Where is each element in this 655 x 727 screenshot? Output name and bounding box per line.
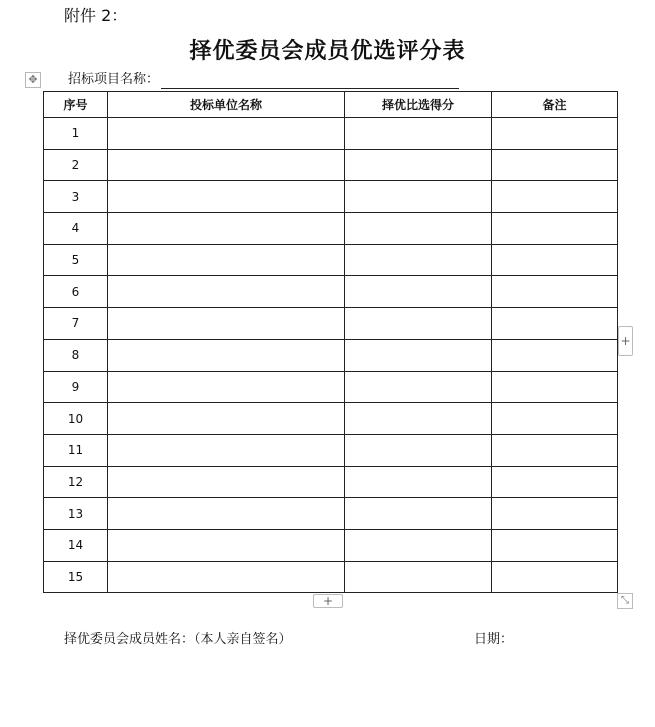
remark-cell[interactable] — [492, 308, 618, 340]
bidder-name-cell[interactable] — [108, 213, 345, 245]
bidder-name-cell[interactable] — [108, 498, 345, 530]
remark-cell[interactable] — [492, 181, 618, 213]
bidder-name-cell[interactable] — [108, 339, 345, 371]
table-row — [44, 244, 618, 276]
bidder-name-cell[interactable] — [108, 244, 345, 276]
table-row — [44, 561, 618, 593]
score-cell[interactable] — [345, 561, 492, 593]
table-row — [44, 181, 618, 213]
row-number-cell: 11 — [44, 434, 108, 466]
remark-cell[interactable] — [492, 434, 618, 466]
score-cell[interactable] — [345, 244, 492, 276]
table-row — [44, 308, 618, 340]
row-number-cell: 2 — [44, 149, 108, 181]
table-row — [44, 466, 618, 498]
remark-cell[interactable] — [492, 403, 618, 435]
score-cell[interactable] — [345, 308, 492, 340]
header-remark: 备注 — [492, 92, 618, 118]
score-cell[interactable] — [345, 498, 492, 530]
table-row — [44, 403, 618, 435]
row-number-cell: 1 — [44, 118, 108, 150]
project-name-label: 招标项目名称： — [68, 72, 160, 87]
row-number-cell: 15 — [44, 561, 108, 593]
project-name-row — [68, 71, 459, 89]
score-cell[interactable] — [345, 276, 492, 308]
score-cell[interactable] — [345, 403, 492, 435]
table-move-handle-icon[interactable]: ✥ — [25, 72, 41, 88]
bidder-name-cell[interactable] — [108, 371, 345, 403]
row-number-cell: 12 — [44, 466, 108, 498]
bidder-name-cell[interactable] — [108, 276, 345, 308]
row-number-cell: 6 — [44, 276, 108, 308]
remark-cell[interactable] — [492, 529, 618, 561]
score-cell[interactable] — [345, 434, 492, 466]
score-cell[interactable] — [345, 529, 492, 561]
bidder-name-cell[interactable] — [108, 434, 345, 466]
bidder-name-cell[interactable] — [108, 181, 345, 213]
row-number-cell: 5 — [44, 244, 108, 276]
bidder-name-cell[interactable] — [108, 149, 345, 181]
score-table — [43, 91, 618, 593]
table-row — [44, 213, 618, 245]
table-row — [44, 149, 618, 181]
row-number-cell: 4 — [44, 213, 108, 245]
remark-cell[interactable] — [492, 213, 618, 245]
score-cell[interactable] — [345, 149, 492, 181]
remark-cell[interactable] — [492, 276, 618, 308]
bidder-name-cell[interactable] — [108, 529, 345, 561]
date-label: 日期： — [474, 632, 514, 647]
remark-cell[interactable] — [492, 244, 618, 276]
remark-cell[interactable] — [492, 561, 618, 593]
remark-cell[interactable] — [492, 118, 618, 150]
bidder-name-cell[interactable] — [108, 466, 345, 498]
remark-cell[interactable] — [492, 371, 618, 403]
bidder-name-cell[interactable] — [108, 308, 345, 340]
table-row — [44, 371, 618, 403]
score-cell[interactable] — [345, 466, 492, 498]
table-header-row — [44, 92, 618, 118]
bidder-name-cell[interactable] — [108, 403, 345, 435]
row-number-cell: 9 — [44, 371, 108, 403]
table-row — [44, 434, 618, 466]
add-row-plus-icon[interactable]: + — [313, 594, 343, 608]
header-bidder-name: 投标单位名称 — [108, 92, 345, 118]
table-row — [44, 118, 618, 150]
remark-cell[interactable] — [492, 339, 618, 371]
table-row — [44, 498, 618, 530]
bidder-name-cell[interactable] — [108, 118, 345, 150]
header-score: 择优比选得分 — [345, 92, 492, 118]
remark-cell[interactable] — [492, 466, 618, 498]
row-number-cell: 8 — [44, 339, 108, 371]
table-row — [44, 529, 618, 561]
header-number: 序号 — [44, 92, 108, 118]
score-cell[interactable] — [345, 118, 492, 150]
attachment-label: 附件 2： — [64, 6, 128, 25]
score-cell[interactable] — [345, 371, 492, 403]
row-number-cell: 7 — [44, 308, 108, 340]
table-row — [44, 276, 618, 308]
row-number-cell: 10 — [44, 403, 108, 435]
remark-cell[interactable] — [492, 149, 618, 181]
remark-cell[interactable] — [492, 498, 618, 530]
project-name-field[interactable] — [161, 74, 459, 89]
score-cell[interactable] — [345, 181, 492, 213]
row-number-cell: 3 — [44, 181, 108, 213]
page-title: 择优委员会成员优选评分表 — [189, 39, 466, 64]
table-resize-icon[interactable]: ⤡ — [617, 593, 633, 609]
table-row — [44, 339, 618, 371]
member-signature-label: 择优委员会成员姓名：（本人亲自签名） — [64, 632, 292, 647]
row-number-cell: 14 — [44, 529, 108, 561]
score-cell[interactable] — [345, 339, 492, 371]
add-column-plus-icon[interactable]: + — [618, 326, 633, 356]
score-cell[interactable] — [345, 213, 492, 245]
bidder-name-cell[interactable] — [108, 561, 345, 593]
row-number-cell: 13 — [44, 498, 108, 530]
